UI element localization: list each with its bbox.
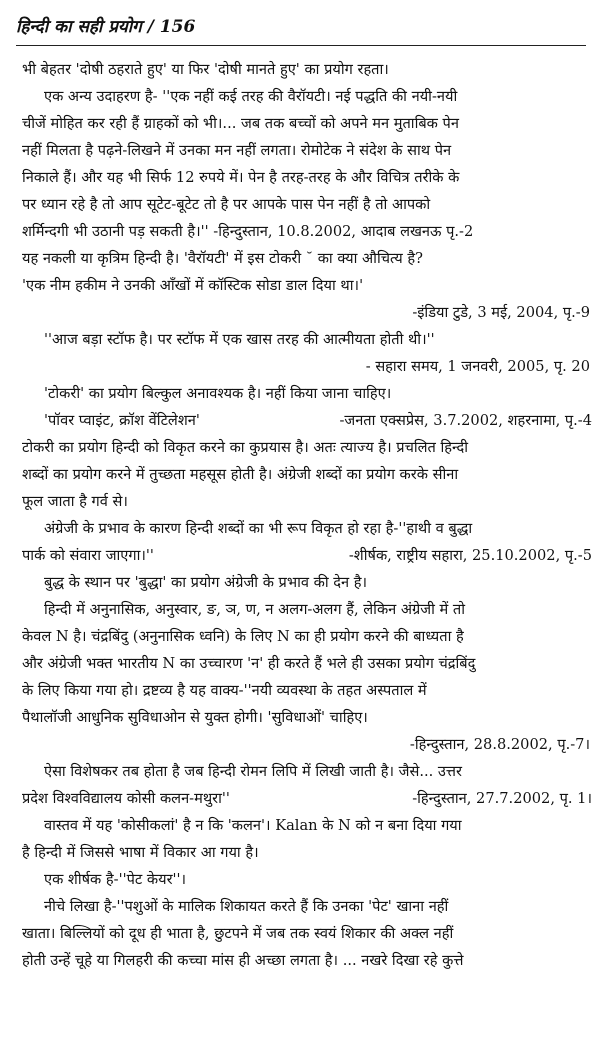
- text-line: नहीं मिलता है पढ़ने-लिखने में उनका मन नहीं लगता। रोमोटेक ने संदेश के साथ पेन: [22, 142, 452, 159]
- quote-text: प्रदेश विश्वविद्यालय कोसी कलन-मथुरा'': [22, 790, 230, 807]
- text-line: ऐसा विशेषकर तब होता है जब हिन्दी रोमन लिपि में लिखी जाती है। जैसे... उत्तर: [44, 763, 462, 780]
- citation: -जनता एक्सप्रेस, 3.7.2002, शहरनामा, पृ.-4: [339, 412, 592, 429]
- text-line: शर्मिन्दगी भी उठानी पड़ सकती है।'' -हिन्दुस्तान, 10.8.2002, आदाब लखनऊ पृ.-2: [22, 223, 474, 240]
- text-line: फूल जाता है गर्व से।: [22, 493, 128, 510]
- text-line: निकाले हैं। और यह भी सिर्फ 12 रुपये में। पेन है तरह-तरह के और विचित्र तरीके के: [22, 169, 460, 186]
- text-line: नीचे लिखा है-''पशुओं के मालिक शिकायत करते हैं कि उनका 'पेट' खाना नहीं: [44, 898, 449, 915]
- text-line: 'टोकरी' का प्रयोग बिल्कुल अनावश्यक है। नहीं किया जाना चाहिए।: [44, 385, 392, 402]
- text-line: अंग्रेजी के प्रभाव के कारण हिन्दी शब्दों का भी रूप विकृत हो रहा है-''हाथी व बुद्धा: [44, 520, 473, 537]
- quote-line-with-citation: [22, 542, 592, 569]
- quote-text: पार्क को संवारा जाएगा।'': [22, 547, 154, 564]
- citation: -हिन्दुस्तान, 27.7.2002, पृ. 1।: [412, 790, 592, 807]
- quote-line: ''आज बड़ा स्टॉफ है। पर स्टॉफ में एक खास तरह की आत्मीयता होती थी।'': [44, 331, 435, 348]
- citation: -हिन्दुस्तान, 28.8.2002, पृ.-7।: [409, 736, 590, 753]
- text-line: होती उन्हें चूहे या गिलहरी की कच्चा मांस ही अच्छा लगता है। ... नखरे दिखा रहे कुत्ते: [22, 952, 464, 969]
- citation: - सहारा समय, 1 जनवरी, 2005, पृ. 20: [365, 358, 590, 375]
- page-header: हिन्दी का सही प्रयोग / 156: [16, 6, 586, 46]
- citation: -इंडिया टुडे, 3 मई, 2004, पृ.-9: [412, 304, 590, 321]
- text-line: और अंग्रेजी भक्त भारतीय N का उच्चारण 'न' ही करते हैं भले ही उसका प्रयोग चंद्रबिंदु: [22, 655, 476, 672]
- text-line: हिन्दी में अनुनासिक, अनुस्वार, ङ, ञ, ण, न अलग-अलग हैं, लेकिन अंग्रेजी में तो: [44, 601, 465, 618]
- quote-line-with-citation: [22, 785, 592, 812]
- text-line: टोकरी का प्रयोग हिन्दी को विकृत करने का कुप्रयास है। अतः त्याज्य है। प्रचलित हिन्दी: [22, 439, 469, 456]
- text-line: एक शीर्षक है-''पेट केयर''।: [44, 871, 187, 888]
- text-line: वास्तव में यह 'कोसीकलां' है न कि 'कलन'। Kalan के N को न बना दिया गया: [44, 817, 462, 834]
- text-line: शब्दों का प्रयोग करने में तुच्छता महसूस होती है। अंग्रेजी शब्दों का प्रयोग करके सीना: [22, 466, 459, 483]
- text-line: पैथालॉजी आधुनिक सुविधाओन से युक्त होगी। 'सुविधाओं' चाहिए।: [22, 709, 368, 726]
- text-line: यह नकली या कृत्रिम हिन्दी है। 'वैरॉयटी' में इस टोकरी ˘ का क्या औचित्य है?: [22, 250, 423, 267]
- text-line: पर ध्यान रहे है तो आप सूटेट-बूटेट तो है पर आपके पास पेन नहीं है तो आपको: [22, 196, 431, 213]
- text-line: एक अन्य उदाहरण है- ''एक नहीं कई तरह की वैरॉयटी। नई पद्धति की नयी-नयी: [44, 88, 458, 105]
- text-line: भी बेहतर 'दोषी ठहराते हुए' या फिर 'दोषी मानते हुए' का प्रयोग रहता।: [22, 61, 389, 78]
- text-line: केवल N है। चंद्रबिंदु (अनुनासिक ध्वनि) के लिए N का ही प्रयोग करने की बाध्यता है: [22, 628, 464, 645]
- text-line: खाता। बिल्लियों को दूध ही भाता है, छुटपने में जब तक स्वयं शिकार की अक्ल नहीं: [22, 925, 454, 942]
- text-line: चीजें मोहित कर रही हैं ग्राहकों को भी।... जब तक बच्चों को अपने मन मुताबिक पेन: [22, 115, 459, 132]
- text-line: के लिए किया गया हो। द्रष्टव्य है यह वाक्य-''नयी व्यवस्था के तहत अस्पताल में: [22, 682, 427, 699]
- quote-text: 'पॉवर प्वाइंट, क्रॉश वेंटिलेशन': [44, 412, 200, 429]
- text-line: बुद्ध के स्थान पर 'बुद्धा' का प्रयोग अंग्रेजी के प्रभाव की देन है।: [44, 574, 368, 591]
- quote-line-with-citation: [44, 407, 592, 434]
- text-line: है हिन्दी में जिससे भाषा में विकार आ गया है।: [22, 844, 259, 861]
- quote-line: 'एक नीम हकीम ने उनकी आँखों में कॉस्टिक सोडा डाल दिया था।': [22, 277, 364, 294]
- citation: -शीर्षक, राष्ट्रीय सहारा, 25.10.2002, पृ.-5: [348, 547, 592, 564]
